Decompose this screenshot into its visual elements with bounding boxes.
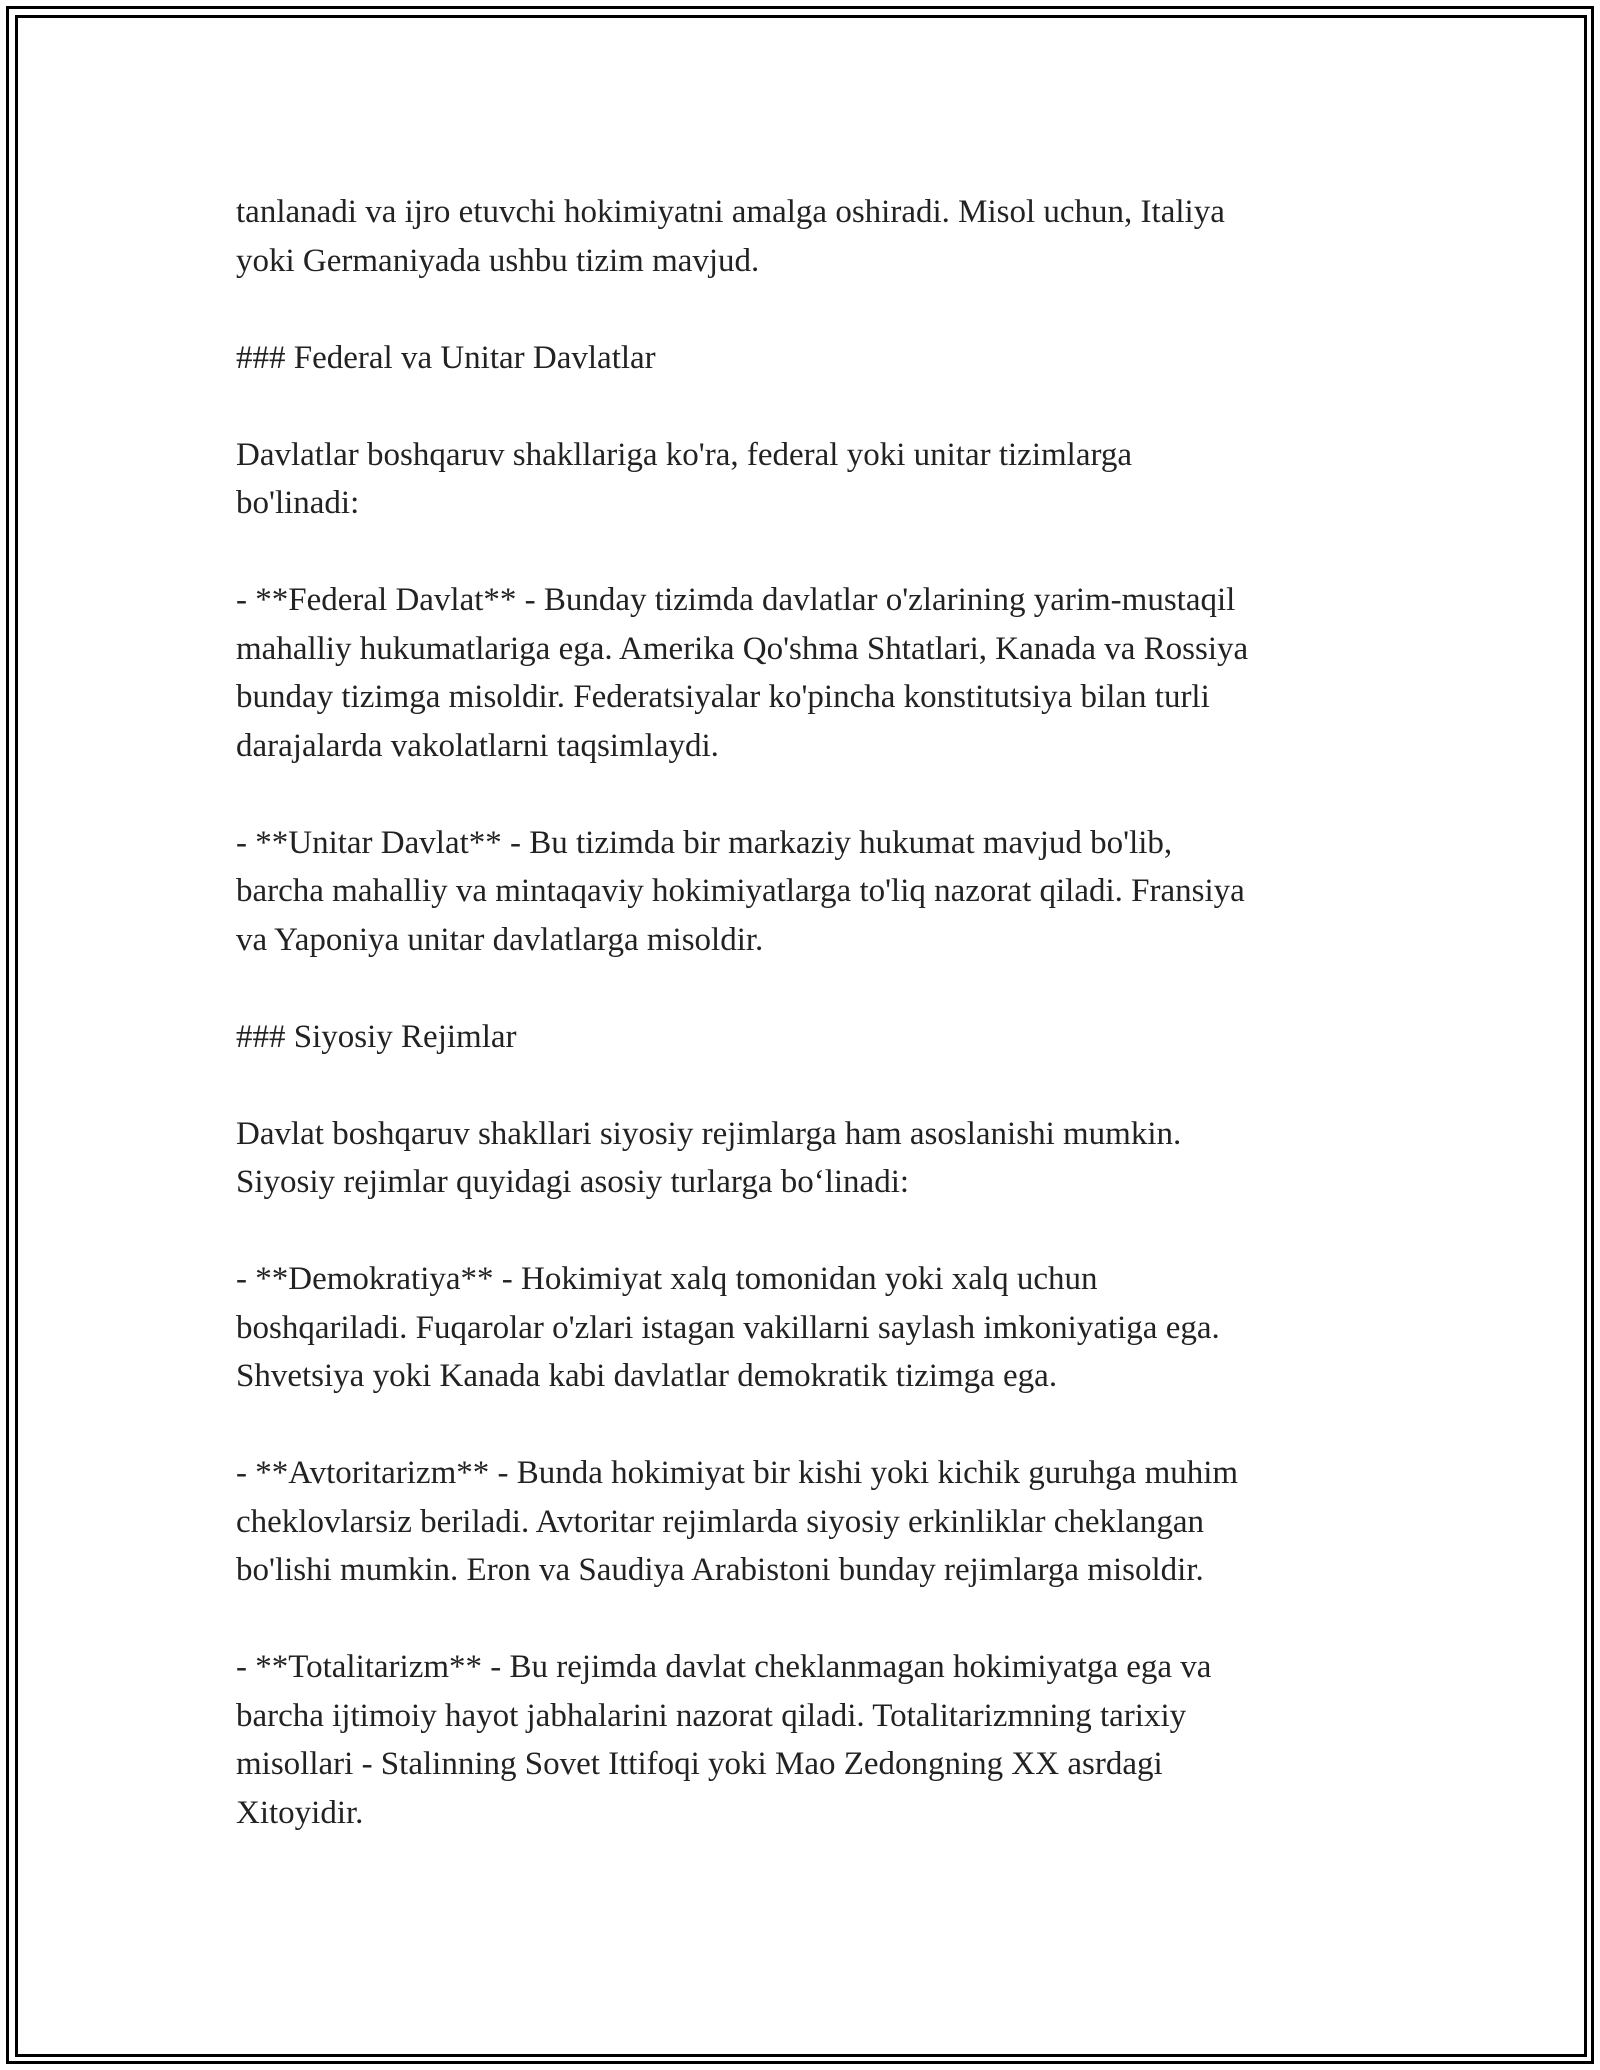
document-body <box>236 188 1386 1886</box>
list-item-unitar-davlat: - **Unitar Davlat** - Bu tizimda bir markaziy hukumat mavjud bo'lib, barcha mahalliy va mintaqaviy hokimiyatlarga to'liq nazorat qiladi. Fransiya va Yaponiya unitar davlatlarga misoldir. <box>236 824 1245 958</box>
list-item-avtoritarizm: - **Avtoritarizm** - Bunda hokimiyat bir kishi yoki kichik guruhga muhim cheklovlarsiz beriladi. Avtoritar rejimlarda siyosiy erkinliklar cheklangan bo'lishi mumkin. Eron va Saudiya Arabistoni bunday rejimlarga misoldir. <box>236 1455 1239 1588</box>
heading-federal-unitar: ### Federal va Unitar Davlatlar <box>236 339 656 376</box>
list-item-federal-davlat: - **Federal Davlat** - Bunday tizimda davlatlar o'zlarining yarim-mustaqil mahalliy hukumatlariga ega. Amerika Qo'shma Shtatlari, Kanada va Rossiya bunday tizimga misoldir. Federatsiyalar ko'pincha konstitutsiya bilan turli darajalarda vakolatlarni taqsimlaydi. <box>236 582 1249 764</box>
heading-siyosiy-rejimlar: ### Siyosiy Rejimlar <box>236 1018 517 1055</box>
paragraph-federal-unitar-intro: Davlatlar boshqaruv shakllariga ko'ra, federal yoki unitar tizimlarga bo'linadi: <box>236 436 1133 521</box>
list-item-totalitarizm: - **Totalitarizm** - Bu rejimda davlat cheklanmagan hokimiyatga ega va barcha ijtimoiy hayot jabhalarini nazorat qiladi. Totalitarizmning tarixiy misollari - Stalinning Sovet Ittifoqi yoki Mao Zedongning XX asrdagi Xitoyidir. <box>236 1649 1212 1831</box>
list-item-demokratiya: - **Demokratiya** - Hokimiyat xalq tomonidan yoki xalq uchun boshqariladi. Fuqarolar o'zlari istagan vakillarni saylash imkoniyatiga ega. Shvetsiya yoki Kanada kabi davlatlar demokratik tizimga ega. <box>236 1261 1220 1394</box>
paragraph-siyosiy-rejimlar-intro: Davlat boshqaruv shakllari siyosiy rejimlarga ham asoslanishi mumkin. Siyosiy rejimlar quyidagi asosiy turlarga bo‘linadi: <box>236 1115 1182 1200</box>
paragraph-intro-continuation: tanlanadi va ijro etuvchi hokimiyatni amalga oshiradi. Misol uchun, Italiya yoki Germaniyada ushbu tizim mavjud. <box>236 194 1225 279</box>
